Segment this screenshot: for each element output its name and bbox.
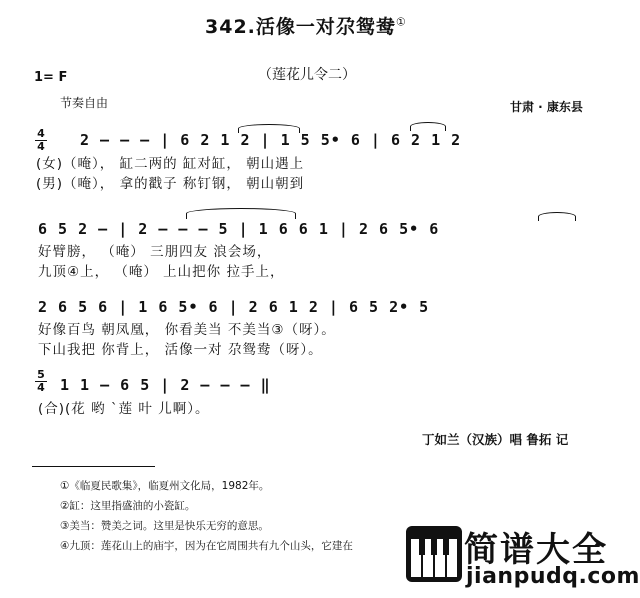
score-line-3-lyrics-male: 下山我把 你背上， 活像一对 尕鸳鸯（呀）。: [38, 342, 323, 358]
song-subtitle: （莲花儿令二）: [258, 67, 356, 83]
tempo-marking: 节奏自由: [60, 96, 109, 110]
watermark-url: jianpudq.com: [466, 564, 640, 589]
score-line-4-notes: 1 1 — 6 5 | 2 — — — ‖: [60, 376, 271, 394]
score-line-1-notes: 2 — — — | 6 2 1 2 | 1 5 5• 6 | 6 2 1 2: [80, 131, 462, 149]
slur: [410, 122, 446, 131]
score-line-4-lyrics: (合)(花 哟 ˋ莲 叶 儿啊）。: [38, 401, 210, 417]
score-line-3-lyrics-female: 好像百鸟 朝凤凰， 你看美当 不美当③（呀）。: [38, 322, 336, 338]
time-signature-line-4: 5 4: [35, 370, 47, 393]
time-signature-start: 4 4: [35, 129, 47, 152]
title-footnote-mark: ①: [395, 15, 407, 29]
score-line-3-notes: 2 6 5 6 | 1 6 5• 6 | 2 6 1 2 | 6 5 2• 5: [38, 298, 430, 316]
slur: [186, 208, 296, 219]
score-line-2-notes: 6 5 2 — | 2 — — — 5 | 1 6 6 1 | 2 6 5• 6: [38, 220, 440, 238]
footnote-divider: [32, 466, 155, 467]
footnote-2: ②缸：这里指盛油的小瓷缸。: [60, 500, 196, 512]
score-line-2-lyrics-male: 九顶④上， （唵） 上山把你 拉手上，: [38, 264, 285, 280]
performer-credit: 丁如兰（汉族）唱 鲁拓 记: [422, 432, 569, 447]
slur: [538, 212, 576, 221]
region-label: 甘肃 · 康东县: [510, 100, 583, 114]
footnote-4: ④九顶：莲花山上的庙宇，因为在它周围共有九个山头，它建在: [60, 540, 353, 552]
score-line-1-lyrics-female: (女)（唵）， 缸二两的 缸对缸， 朝山遇上: [36, 156, 305, 172]
footnote-3: ③美当：赞美之词。这里是快乐无穷的意思。: [60, 520, 269, 532]
slur: [238, 124, 300, 133]
watermark-title: 简谱大全: [464, 530, 608, 570]
piano-keys-icon: [406, 526, 462, 582]
song-title: 342.活像一对尕鸳鸯①: [205, 15, 407, 38]
site-watermark: [398, 520, 640, 598]
key-signature: 1= F: [34, 70, 68, 85]
score-line-2-lyrics-female: 好臂膀， （唵） 三朋四友 浪会场，: [38, 244, 272, 260]
score-line-1-lyrics-male: (男)（唵）， 拿的戳子 称钉钢， 朝山朝到: [36, 176, 305, 192]
footnote-1: ①《临夏民歌集》，临夏州文化局，1982年。: [60, 480, 270, 492]
